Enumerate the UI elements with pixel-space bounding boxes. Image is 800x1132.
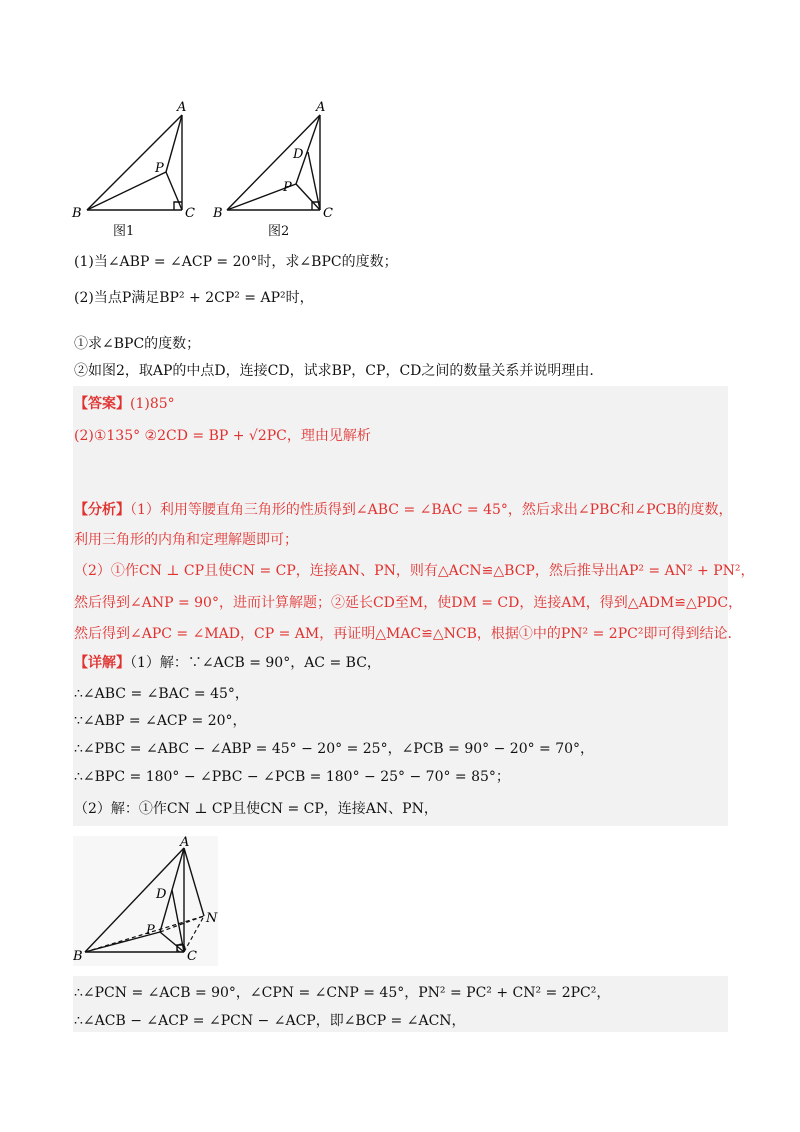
analysis-line-1: [74, 500, 732, 520]
analysis-text-3: 然后得到∠ANP = 90°，进而计算解题；②延长CD至M，使DM = CD，连接AM，得到△ADM≌△PDC，: [74, 595, 743, 611]
detail-text-5: （2）解：①作CN ⊥ CP且使CN = CP，连接AN、PN，: [74, 801, 438, 817]
fig2-label-P: P: [283, 180, 292, 195]
answer-1: (1)85°: [130, 396, 175, 412]
fig2-label-B: B: [213, 206, 223, 221]
figure-2: [210, 96, 350, 236]
fig3-label-N: N: [206, 911, 218, 926]
fig3-label-A: A: [180, 836, 190, 850]
detail-after-1: ∴∠ACB − ∠ACP = ∠PCN − ∠ACP，即∠BCP = ∠ACN，: [74, 1013, 466, 1029]
question-2: (2)当点P满足BP² + 2CP² = AP²时，: [74, 290, 314, 306]
fig3-label-D: D: [156, 887, 167, 902]
fig1-label-B: B: [72, 206, 82, 221]
fig1-label-A: A: [177, 100, 187, 115]
fig3-label-B: B: [73, 949, 83, 964]
analysis-text-2: （2）①作CN ⊥ CP且使CN = CP，连接AN、PN，则有△ACN≌△BCP，然后推导出AP² = AN² + PN²，: [74, 563, 755, 579]
figure-1: [70, 96, 210, 236]
question-1: (1)当∠ABP = ∠ACP = 20°时，求∠BPC的度数；: [74, 254, 398, 270]
detail-text-3: ∴∠PBC = ∠ABC − ∠ABP = 45° − 20° = 25°，∠PCB = 90° − 20° = 70°，: [74, 741, 595, 757]
fig1-label-P: P: [155, 161, 164, 176]
fig3-label-P: P: [146, 923, 155, 938]
answer-2: (2)①135° ②2CD = BP + √2PC，理由见解析: [74, 428, 371, 444]
fig1-caption: 图1: [113, 224, 135, 239]
fig3-label-C: C: [187, 949, 197, 964]
fig2-caption: 图2: [268, 224, 290, 239]
answer-line-1: [74, 394, 175, 414]
fig2-label-C: C: [323, 206, 333, 221]
question-2a: ①求∠BPC的度数；: [74, 336, 201, 352]
fig2-label-D: D: [293, 147, 304, 162]
detail-text-4: ∴∠BPC = 180° − ∠PBC − ∠PCB = 180° − 25° − 70° = 85°；: [74, 769, 510, 785]
detail-after-0: ∴∠PCN = ∠ACB = 90°，∠CPN = ∠CNP = 45°，PN² = PC² + CN² = 2PC²，: [74, 985, 611, 1001]
detail-text-1: ∴∠ABC = ∠BAC = 45°，: [74, 686, 249, 702]
analysis-text-1: 利用三角形的内角和定理解题即可；: [74, 532, 298, 548]
question-2b: ②如图2，取AP的中点D，连接CD，试求BP，CP，CD之间的数量关系并说明理由.: [74, 363, 594, 379]
analysis-text-0: （1）利用等腰直角三角形的性质得到∠ABC = ∠BAC = 45°，然后求出∠PBC和∠PCB的度数，: [130, 502, 733, 518]
detail-text-0: （1）解：∵∠ACB = 90°，AC = BC，: [130, 655, 381, 671]
fig1-label-C: C: [185, 206, 195, 221]
analysis-text-4: 然后得到∠APC = ∠MAD，CP = AM，再证明△MAC≌△NCB，根据①中的PN² = 2PC²即可得到结论.: [74, 626, 732, 642]
answer-label: 【答案】: [74, 396, 130, 412]
analysis-label: 【分析】: [74, 502, 130, 518]
fig2-label-A: A: [316, 100, 326, 115]
detail-line-1: [74, 653, 381, 673]
detail-text-2: ∵∠ABP = ∠ACP = 20°，: [74, 713, 247, 729]
figure-3: [73, 836, 218, 966]
detail-label: 【详解】: [74, 655, 130, 671]
